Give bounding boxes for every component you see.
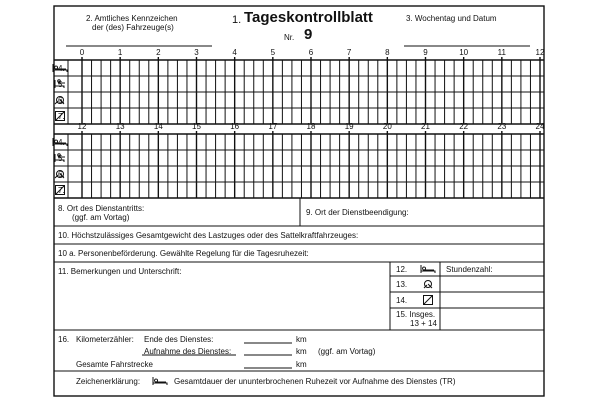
- section-8-label: 8. Ort des Dienstantritts:: [58, 204, 145, 213]
- grid2-hour-label: 24: [535, 122, 545, 131]
- km-title: Kilometerzähler:: [76, 335, 134, 344]
- bed-icon: [152, 376, 168, 386]
- grid1-hour-label: 1: [117, 48, 123, 57]
- hours-label: Stundenzahl:: [446, 265, 493, 274]
- plate-label-2: der (des) Fahrzeuge(s): [92, 23, 174, 32]
- section-10-label: 10. Höchstzulässiges Gesamtgewicht des Lastzuges oder des Sattelkraftfahrzeuges:: [58, 231, 359, 240]
- grid2-row-number: 5.: [58, 154, 65, 163]
- km-end-label: Ende des Dienstes:: [144, 335, 214, 344]
- km-end-unit: km: [296, 335, 307, 344]
- time-grid-1: [54, 57, 544, 124]
- grid2-hour-label: 18: [306, 122, 316, 131]
- chair-icon: [52, 153, 68, 163]
- box-slash-icon: [52, 111, 68, 121]
- section-15-label: 15. Insges.: [396, 310, 436, 319]
- title-number: 1.: [232, 14, 242, 26]
- nr-label: Nr.: [284, 33, 295, 42]
- legend-text: Gesamtdauer der ununterbrochenen Ruhezeit vor Aufnahme des Dienstes (TR): [174, 377, 456, 386]
- grid1-hour-label: 11: [497, 48, 506, 57]
- grid2-row-number: 6.: [58, 170, 65, 179]
- grid2-hour-label: 23: [497, 122, 507, 131]
- section-10a-label: 10 a. Personenbeförderung. Gewählte Regelung für die Tagesruhezeit:: [58, 249, 309, 258]
- chair-icon: [52, 79, 68, 89]
- grid1-hour-label: 5: [270, 48, 276, 57]
- grid1-hour-label: 3: [194, 48, 199, 57]
- grid1-row-number: 7.: [58, 112, 65, 121]
- grid1-hour-label: 4: [232, 48, 237, 57]
- grid2-row-number: 7.: [58, 186, 65, 195]
- grid2-hour-label: 12: [77, 122, 87, 131]
- grid2-hour-label: 17: [268, 122, 278, 131]
- grid2-row-number: 4.: [58, 138, 65, 147]
- steering-wheel-icon: [52, 95, 68, 105]
- box-slash-icon: [423, 295, 433, 305]
- bed-icon: [52, 137, 68, 147]
- box-slash-icon: [52, 185, 68, 195]
- grid2-hour-label: 16: [230, 122, 240, 131]
- grid1-row-number: 5.: [58, 80, 65, 89]
- grid1-hour-label: 6: [308, 48, 314, 57]
- section-14-number: 14.: [396, 296, 408, 305]
- section-9-label: 9. Ort der Dienstbeendigung:: [306, 208, 409, 217]
- grid2-hour-label: 20: [382, 122, 392, 131]
- km-note: (ggf. am Vortag): [318, 347, 376, 356]
- bed-icon: [52, 63, 68, 73]
- time-grid-2: [54, 131, 544, 198]
- grid2-hour-label: 19: [344, 122, 354, 131]
- section-11-label: 11. Bemerkungen und Unterschrift:: [58, 267, 182, 276]
- grid2-hour-label: 22: [459, 122, 469, 131]
- section-12-number: 12.: [396, 265, 408, 274]
- grid1-row-number: 6.: [58, 96, 65, 105]
- grid1-row-number: 4.: [58, 64, 65, 73]
- grid2-hour-label: 14: [153, 122, 163, 131]
- km-total-label: Gesamte Fahrstrecke: [76, 360, 153, 369]
- bed-icon: [420, 264, 436, 274]
- section-13-number: 13.: [396, 280, 408, 289]
- grid2-hour-label: 15: [192, 122, 201, 131]
- section-16-number: 16.: [58, 335, 70, 344]
- grid2-hour-label: 21: [421, 122, 430, 131]
- nr-value: 9: [304, 26, 313, 43]
- km-start-label: Aufnahme des Dienstes:: [144, 347, 232, 356]
- steering-wheel-icon: [52, 169, 68, 179]
- grid1-hour-label: 0: [79, 48, 85, 57]
- section-8-sublabel: (ggf. am Vortag): [72, 213, 130, 222]
- km-total-unit: km: [296, 360, 307, 369]
- grid1-hour-label: 9: [423, 48, 428, 57]
- plate-label-1: 2. Amtliches Kennzeichen: [86, 14, 178, 23]
- grid1-hour-label: 8: [385, 48, 390, 57]
- legend-label: Zeichenerklärung:: [76, 377, 141, 386]
- date-label: 3. Wochentag und Datum: [406, 14, 497, 23]
- grid1-hour-label: 10: [459, 48, 469, 57]
- steering-wheel-icon: [423, 279, 433, 289]
- km-start-unit: km: [296, 347, 307, 356]
- page-title: Tageskontrollblatt: [244, 9, 373, 26]
- grid1-hour-label: 12: [535, 48, 545, 57]
- grid1-hour-label: 7: [346, 48, 352, 57]
- section-15-sublabel: 13 + 14: [410, 319, 437, 328]
- grid2-hour-label: 13: [115, 122, 125, 131]
- grid1-hour-label: 2: [156, 48, 161, 57]
